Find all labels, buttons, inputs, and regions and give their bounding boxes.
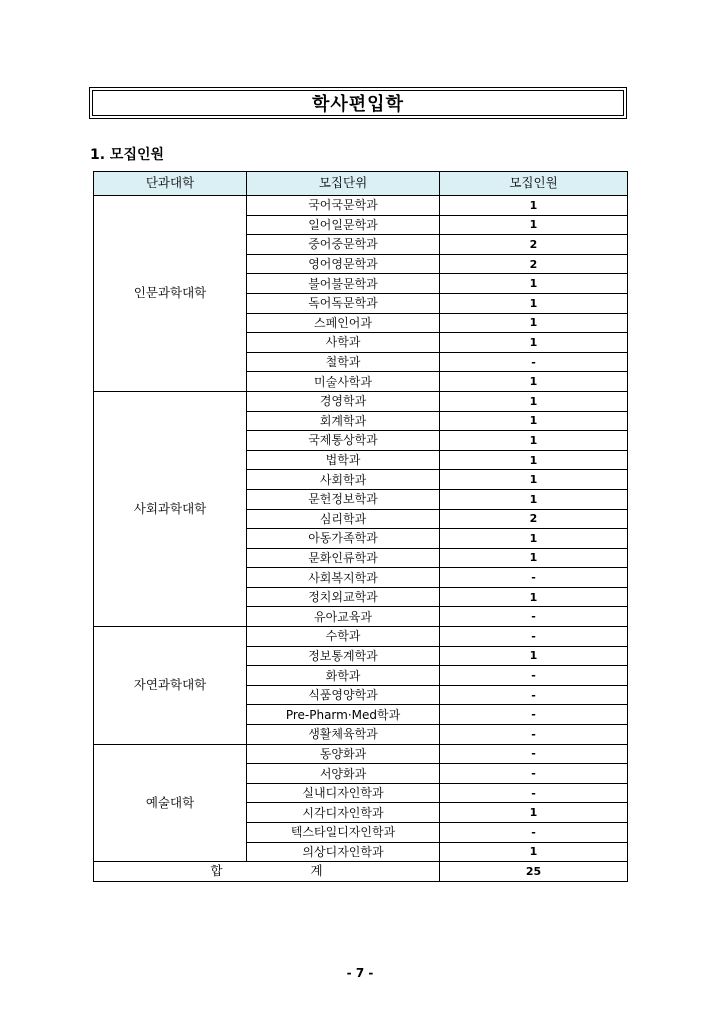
unit-cell: 사회학과 — [247, 470, 440, 490]
header-college: 단과대학 — [94, 172, 247, 196]
count-cell: 1 — [440, 489, 628, 509]
unit-cell: 철학과 — [247, 352, 440, 372]
title-box — [89, 87, 627, 119]
unit-cell: 영어영문학과 — [247, 254, 440, 274]
unit-cell: Pre-Pharm·Med학과 — [247, 705, 440, 725]
unit-cell: 수학과 — [247, 627, 440, 647]
count-cell: 1 — [440, 842, 628, 862]
unit-cell: 사회복지학과 — [247, 568, 440, 588]
unit-cell: 시각디자인학과 — [247, 803, 440, 823]
unit-cell: 정치외교학과 — [247, 587, 440, 607]
count-cell: 1 — [440, 450, 628, 470]
count-cell: - — [440, 352, 628, 372]
count-cell: 1 — [440, 274, 628, 294]
table-row — [94, 744, 628, 764]
unit-cell: 독어독문학과 — [247, 293, 440, 313]
count-cell: 1 — [440, 293, 628, 313]
count-cell: 1 — [440, 587, 628, 607]
unit-cell: 회계학과 — [247, 411, 440, 431]
unit-cell: 식품영양학과 — [247, 685, 440, 705]
count-cell: - — [440, 744, 628, 764]
unit-cell: 생활체육학과 — [247, 725, 440, 745]
count-cell: 1 — [440, 313, 628, 333]
count-cell: 2 — [440, 235, 628, 255]
unit-cell: 미술사학과 — [247, 372, 440, 392]
count-cell: 1 — [440, 803, 628, 823]
table-row — [94, 391, 628, 411]
unit-cell: 동양화과 — [247, 744, 440, 764]
unit-cell: 실내디자인학과 — [247, 783, 440, 803]
count-cell: 1 — [440, 431, 628, 451]
unit-cell: 화학과 — [247, 666, 440, 686]
count-cell: - — [440, 666, 628, 686]
unit-cell: 심리학과 — [247, 509, 440, 529]
total-label-1: 합 — [210, 863, 223, 879]
count-cell: 2 — [440, 509, 628, 529]
unit-cell: 아동가족학과 — [247, 529, 440, 549]
count-cell: - — [440, 725, 628, 745]
unit-cell: 의상디자인학과 — [247, 842, 440, 862]
unit-cell: 유아교육과 — [247, 607, 440, 627]
count-cell: 1 — [440, 196, 628, 216]
unit-cell: 경영학과 — [247, 391, 440, 411]
count-cell: 1 — [440, 529, 628, 549]
unit-cell: 서양화과 — [247, 764, 440, 784]
unit-cell: 문화인류학과 — [247, 548, 440, 568]
count-cell: 1 — [440, 411, 628, 431]
unit-cell: 국제통상학과 — [247, 431, 440, 451]
count-cell: 1 — [440, 215, 628, 235]
count-cell: 1 — [440, 470, 628, 490]
unit-cell: 문헌정보학과 — [247, 489, 440, 509]
table-row — [94, 627, 628, 647]
recruitment-table — [93, 171, 628, 882]
count-cell: 1 — [440, 372, 628, 392]
unit-cell: 불어불문학과 — [247, 274, 440, 294]
unit-cell: 법학과 — [247, 450, 440, 470]
unit-cell: 텍스타일디자인학과 — [247, 823, 440, 843]
count-cell: - — [440, 607, 628, 627]
page-title: 학사편입학 — [92, 90, 624, 116]
count-cell: - — [440, 705, 628, 725]
page-number: - 7 - — [346, 966, 374, 980]
total-label — [94, 862, 440, 882]
unit-cell: 사학과 — [247, 333, 440, 353]
total-label-2: 계 — [310, 863, 323, 879]
count-cell: - — [440, 823, 628, 843]
section-heading: 1. 모집인원 — [90, 147, 165, 163]
header-count: 모집인원 — [440, 172, 628, 196]
table-header-row — [94, 172, 628, 196]
count-cell: 1 — [440, 333, 628, 353]
unit-cell: 정보통계학과 — [247, 646, 440, 666]
count-cell: 1 — [440, 391, 628, 411]
college-cell: 자연과학대학 — [94, 627, 247, 745]
count-cell: 1 — [440, 646, 628, 666]
table-row — [94, 196, 628, 216]
count-cell: - — [440, 764, 628, 784]
unit-cell: 국어국문학과 — [247, 196, 440, 216]
college-cell: 사회과학대학 — [94, 391, 247, 626]
unit-cell: 스페인어과 — [247, 313, 440, 333]
count-cell: - — [440, 783, 628, 803]
count-cell: - — [440, 568, 628, 588]
total-value: 25 — [440, 862, 628, 882]
count-cell: - — [440, 627, 628, 647]
count-cell: 2 — [440, 254, 628, 274]
header-unit: 모집단위 — [247, 172, 440, 196]
count-cell: - — [440, 685, 628, 705]
count-cell: 1 — [440, 548, 628, 568]
college-cell: 예술대학 — [94, 744, 247, 862]
unit-cell: 중어중문학과 — [247, 235, 440, 255]
college-cell: 인문과학대학 — [94, 196, 247, 392]
table-body — [94, 196, 628, 862]
total-row — [94, 862, 628, 882]
unit-cell: 일어일문학과 — [247, 215, 440, 235]
